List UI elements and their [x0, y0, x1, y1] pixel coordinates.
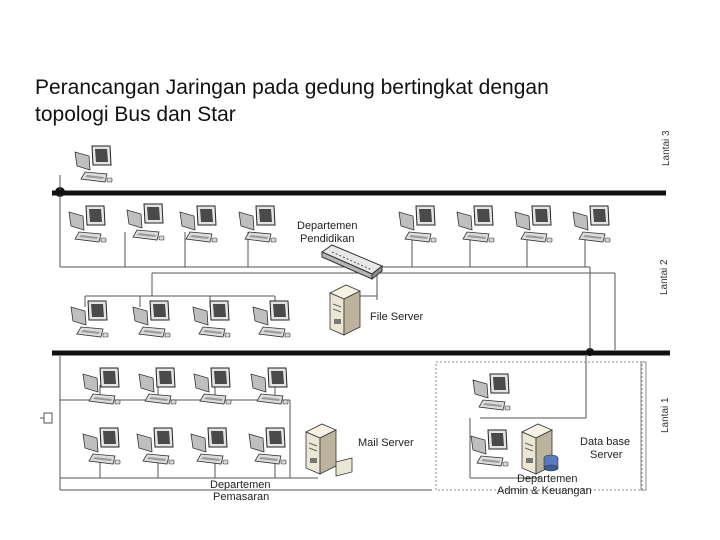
floor-label-lantai-3: Lantai 3: [661, 130, 672, 166]
workstation-computer-icon: [137, 428, 174, 464]
database-server-label-1: Data base: [580, 436, 631, 448]
workstation-computer-icon: [239, 206, 276, 242]
dept-pendidikan-label-2: Pendidikan: [300, 233, 355, 245]
bus-backbone-lantai-3: [52, 187, 666, 197]
workstation-computer-icon: [193, 301, 230, 337]
workstation-computer-icon: [69, 206, 106, 242]
workstation-computer-icon: [75, 146, 112, 182]
workstation-computer-icon: [180, 206, 217, 242]
workstation-computer-icon: [71, 301, 108, 337]
workstation-computer-icon: [127, 204, 164, 240]
network-switch-icon: [322, 245, 382, 279]
workstation-computer-icon: [249, 428, 286, 464]
workstation-computer-icon: [457, 206, 494, 242]
mail-server-tray-icon: [336, 458, 352, 476]
workstation-computer-icon: [194, 368, 231, 404]
workstation-computer-icon: [83, 368, 120, 404]
floor-label-lantai-1: Lantai 1: [660, 397, 671, 433]
terminator-box: [44, 413, 52, 423]
mail-server-label: Mail Server: [358, 437, 414, 449]
dept-admin-label-1: Departemen: [517, 473, 578, 485]
dept-pemasaran-label-1: Departemen: [210, 479, 271, 491]
dept-pendidikan-label-1: Departemen: [297, 220, 358, 232]
floor-label-lantai-2: Lantai 2: [659, 259, 670, 295]
database-cylinder-icon: [544, 455, 558, 471]
workstation-computer-icon: [515, 206, 552, 242]
workstation-computer-icon: [471, 430, 508, 466]
dept-admin-label-2: Admin & Keuangan: [497, 485, 592, 497]
slide-title-line-1: Perancangan Jaringan pada gedung bertingkat dengan: [35, 76, 549, 99]
workstation-computer-icon: [473, 374, 510, 410]
file-server-icon: [330, 285, 360, 335]
workstation-computer-icon: [253, 301, 290, 337]
workstation-computer-icon: [191, 428, 228, 464]
workstation-computer-icon: [251, 368, 288, 404]
slide-title-line-2: topologi Bus dan Star: [35, 103, 236, 126]
mail-server-icon: [306, 424, 336, 474]
dept-pemasaran-label-2: Pemasaran: [213, 491, 270, 503]
workstation-computer-icon: [83, 428, 120, 464]
file-server-label: File Server: [370, 311, 424, 323]
workstation-computer-icon: [399, 206, 436, 242]
workstation-computer-icon: [133, 301, 170, 337]
bus-backbone-lantai-1: [52, 348, 670, 356]
workstation-computer-icon: [139, 368, 176, 404]
database-server-label-2: Server: [590, 449, 623, 461]
workstation-computer-icon: [573, 206, 610, 242]
